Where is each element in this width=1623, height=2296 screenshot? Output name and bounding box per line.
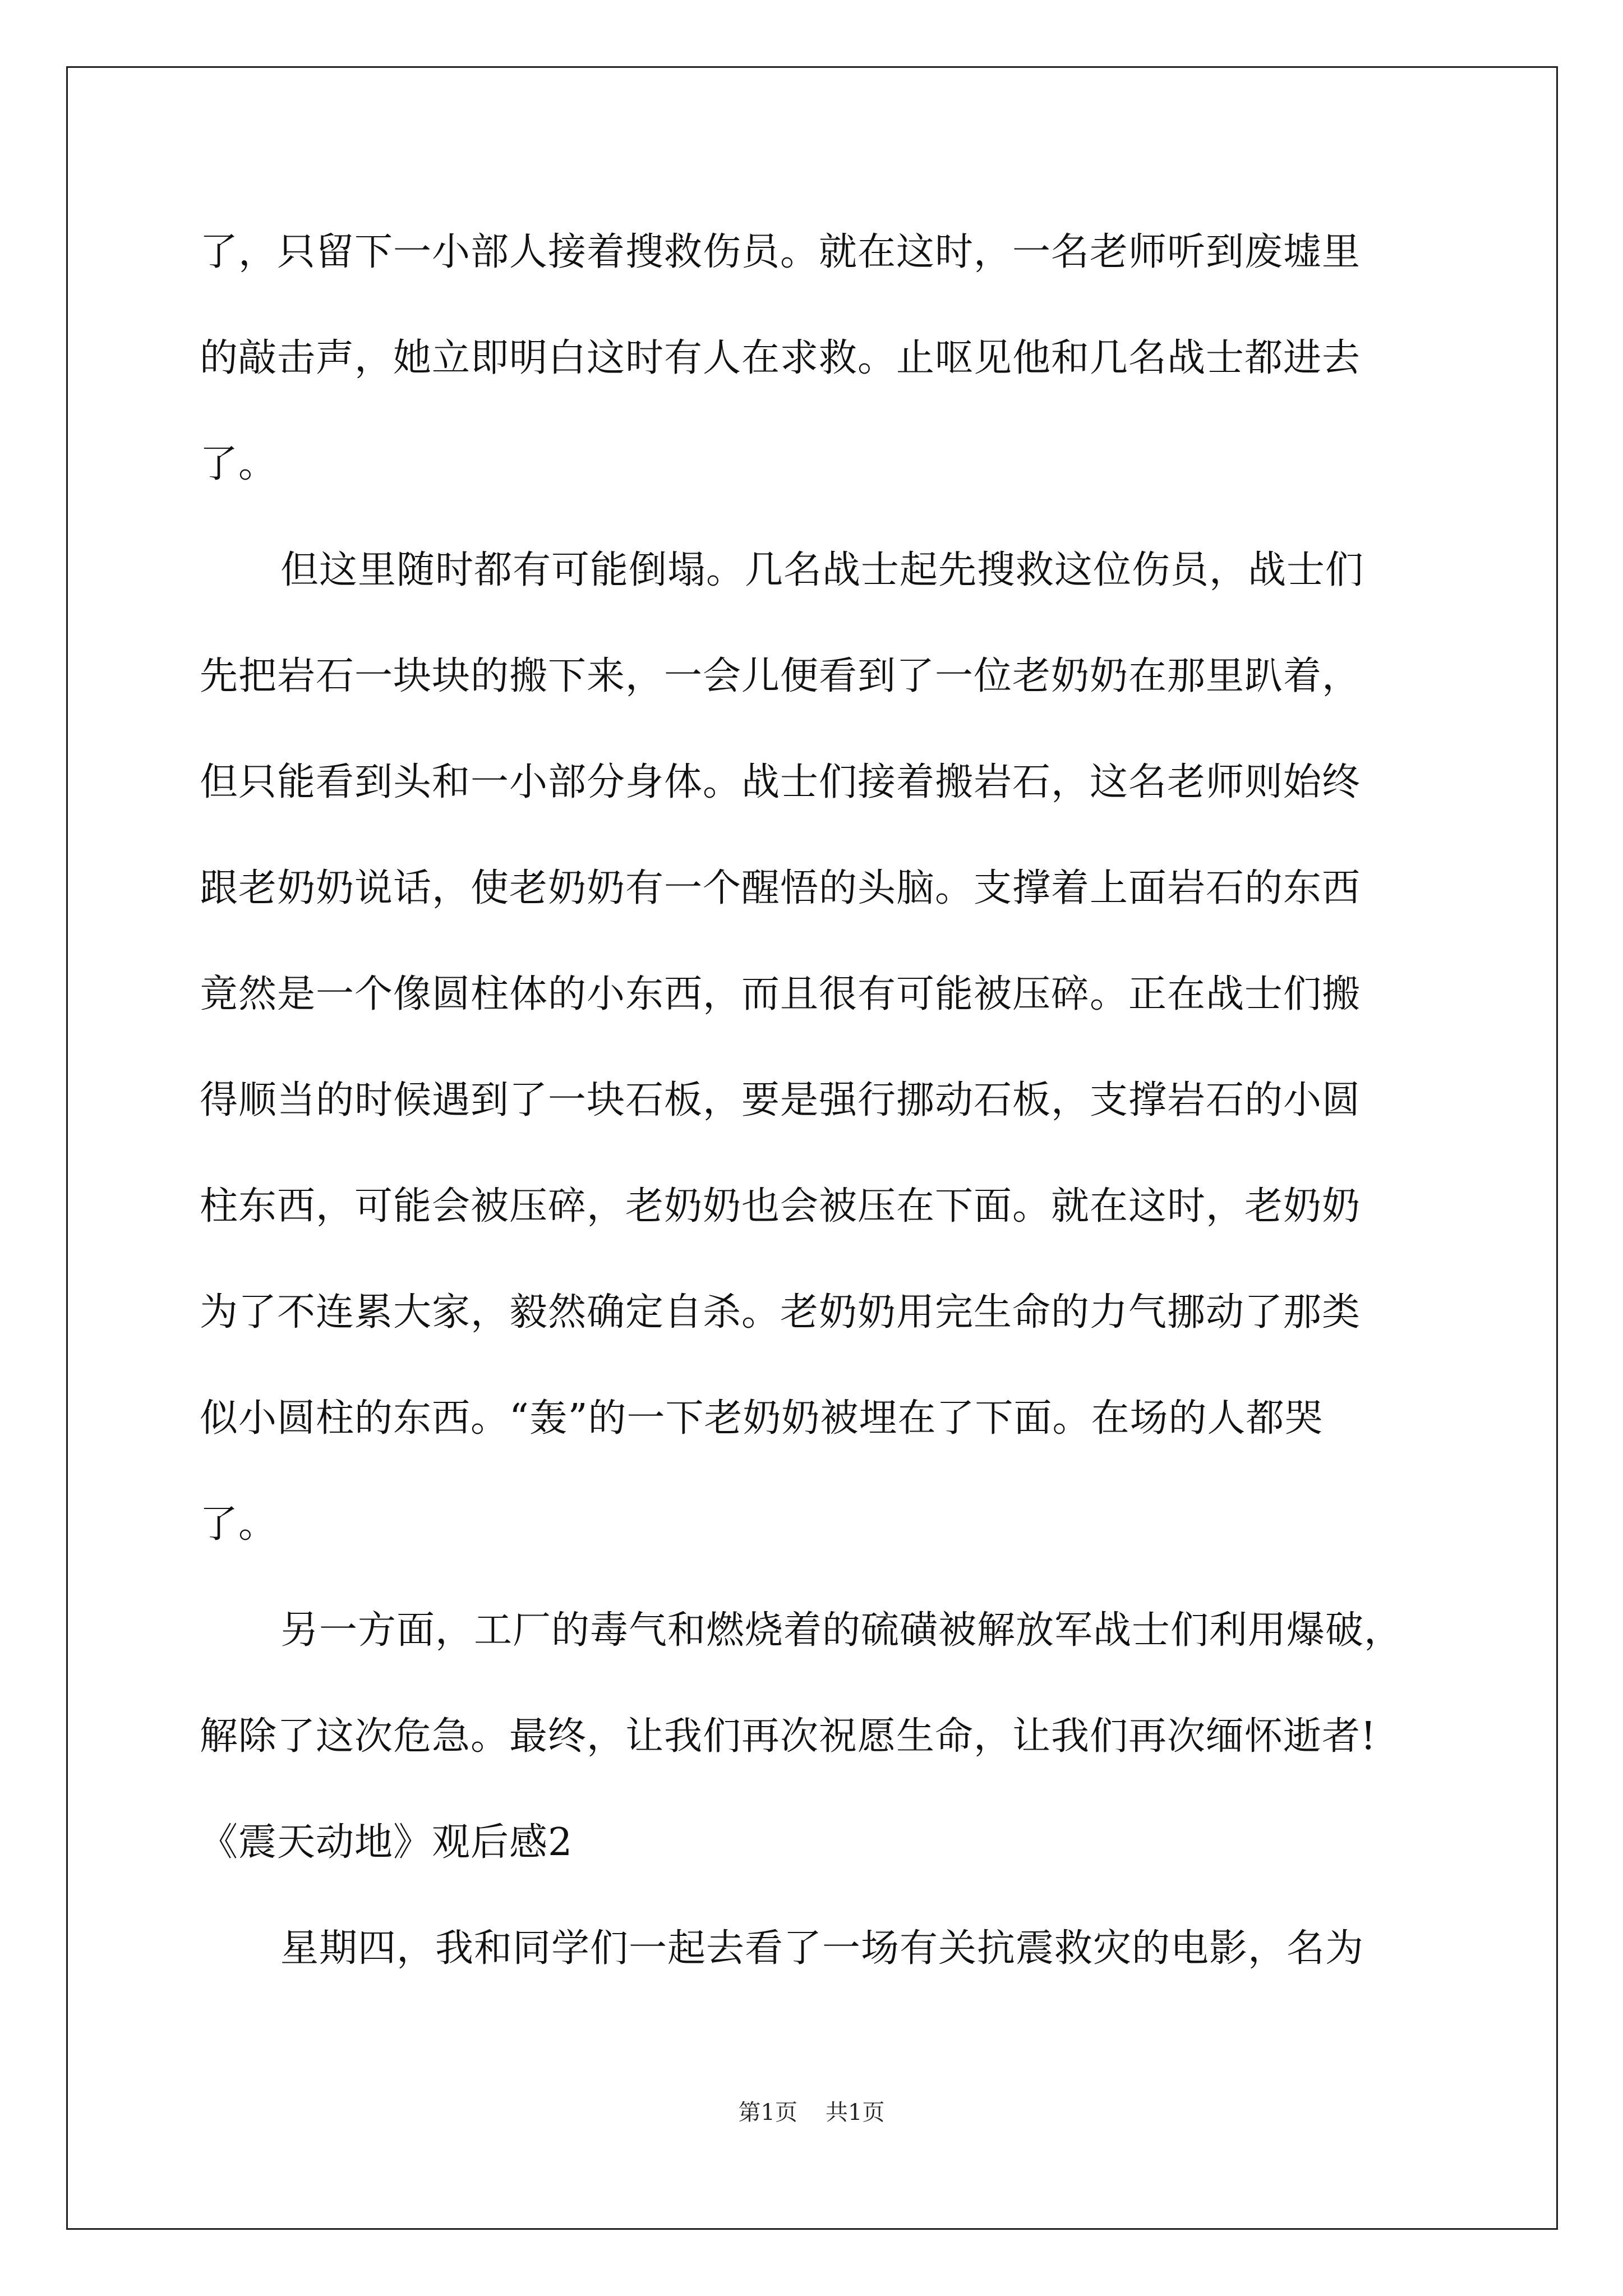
text-line: 了。 — [200, 1502, 278, 1547]
page-number: 第1页 — [738, 2100, 797, 2125]
text-line: 了，只留下一小部人接着搜救伤员。就在这时，一名老师听到废墟里 — [200, 230, 1361, 274]
text-line: 得顺当的时候遇到了一块石板，要是强行挪动石板，支撑岩石的小圆 — [200, 1078, 1361, 1122]
text-line: 解除了这次危急。最终，让我们再次祝愿生命，让我们再次缅怀逝者! — [200, 1714, 1377, 1759]
paragraph-start-line: 另一方面，工厂的毒气和燃烧着的硫磺被解放军战士们利用爆破， — [280, 1608, 1403, 1653]
text-line: 为了不连累大家，毅然确定自杀。老奶奶用完生命的力气挪动了那类 — [200, 1290, 1361, 1335]
text-line: 但只能看到头和一小部分身体。战士们接着搬岩石，这名老师则始终 — [200, 760, 1361, 804]
text-line: 柱东西，可能会被压碎，老奶奶也会被压在下面。就在这时，老奶奶 — [200, 1184, 1361, 1228]
text-line: 跟老奶奶说话，使老奶奶有一个醒悟的头脑。支撑着上面岩石的东西 — [200, 866, 1361, 910]
text-line: 似小圆柱的东西。“轰”的一下老奶奶被埋在了下面。在场的人都哭 — [200, 1396, 1324, 1441]
paragraph-start-line: 星期四，我和同学们一起去看了一场有关抗震救灾的电影，名为 — [280, 1926, 1364, 1971]
text-line: 了。 — [200, 442, 278, 486]
page-footer — [0, 2096, 1623, 2129]
page-total: 共1页 — [826, 2100, 885, 2125]
paragraph-start-line: 但这里随时都有可能倒塌。几名战士起先搜救这位伤员，战士们 — [280, 548, 1364, 592]
text-line: 先把岩石一块块的搬下来，一会儿便看到了一位老奶奶在那里趴着， — [200, 654, 1361, 698]
text-line: 竟然是一个像圆柱体的小东西，而且很有可能被压碎。正在战士们搬 — [200, 972, 1361, 1016]
text-line: 的敲击声，她立即明白这时有人在求救。止呕见他和几名战士都进去 — [200, 336, 1361, 380]
section-heading: 《震天动地》观后感2 — [200, 1820, 573, 1865]
